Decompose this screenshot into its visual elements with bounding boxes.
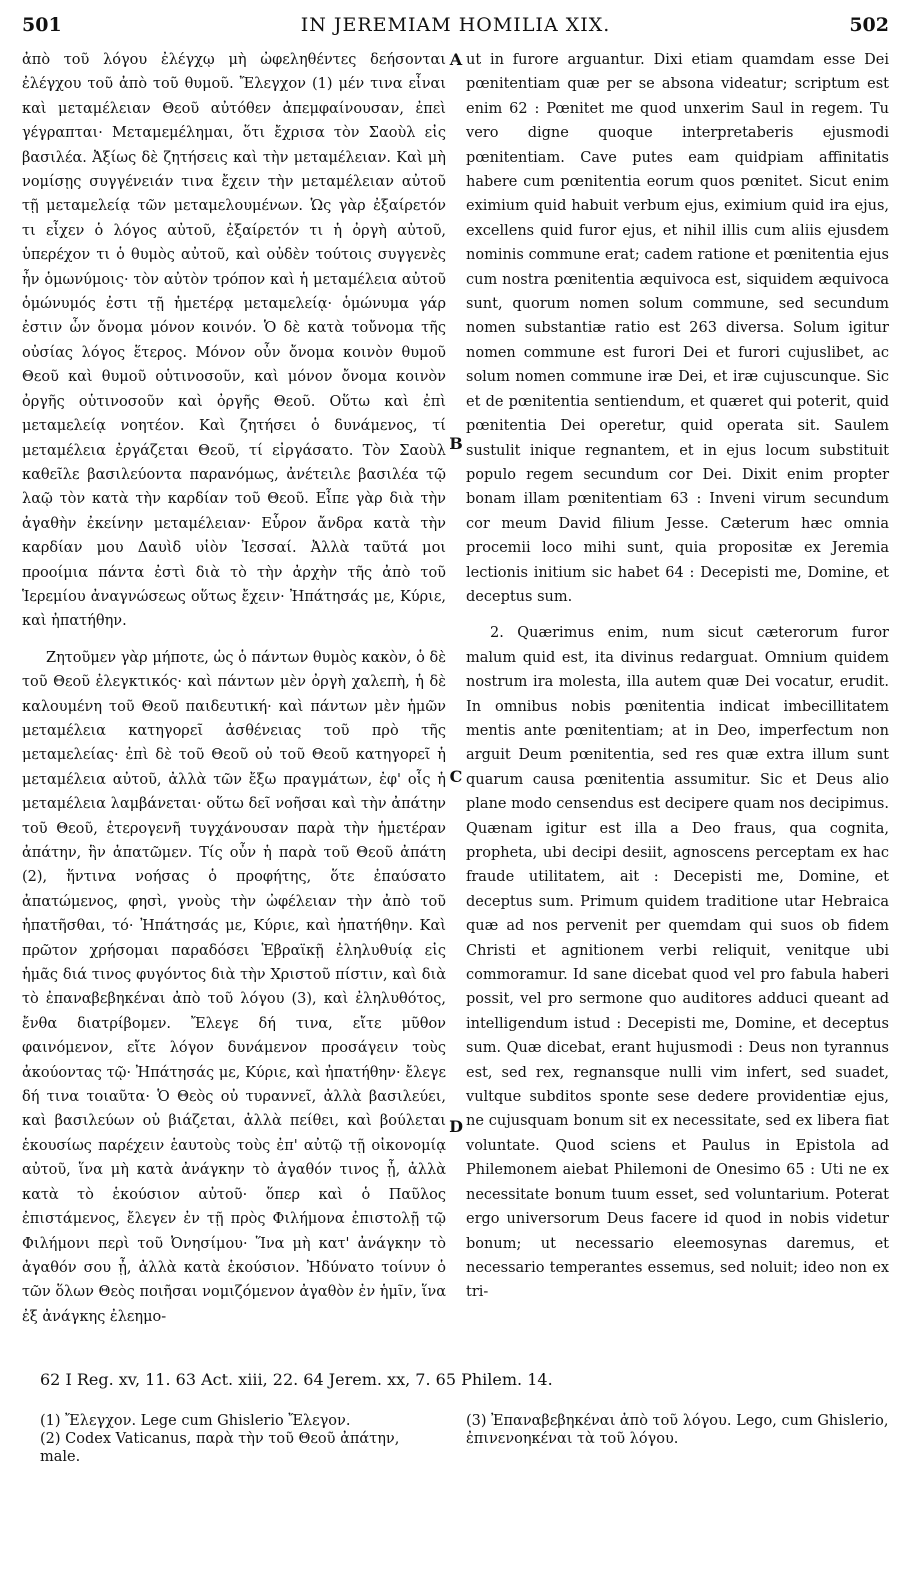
- latin-paragraph: 2. Quærimus enim, num sicut cæterorum furor malum quid est, ita divinus redarguat. Omnium quidem nostrum ira molesta, illa autem quæ Dei vocatur, erudit. In omnibus nobis pœnitentia indicat imbecillitatem mentis ante pœnitentiam; at in Deo, imperfectum non arguit Deum pœnitentia, sed res quæ extra illum sunt quarum causa pœnitentia assumitur. Sic et Deus alio plane modo censendus est decipere quam nos decipimus. Quænam igitur est illa a Deo fraus, qua cognita, propheta, ubi decipi desiit, agnoscens perceptam ex hac fraude utilitatem, ait : Decepisti me, Domine, et deceptus sum. Primum quidem traditione utar Hebraica quæ ad nos pervenit per quemdam qui suos ob fidem Christi et agnitionem verbi reliquit, venitque ubi commoramur. Id sane dicebat quod vel pro fabula haberi possit, vel pro sermone quo auditores adduci queant ad intelligendum istud : Decepisti me, Domine, et deceptus sum. Quæ dicebat, erant hujusmodi : Deus non tyrannus est, sed rex, regnansque nulli vim infert, sed suadet, vultque subditos sponte sese dedere providentiæ ejus, ne cujusquam bonum sit ex necessitate, sed ex libera fiat voluntate. Quod sciens et Paulus in Epistola ad Philemonem aiebat Philemoni de Onesimo 65 : Uti ne ex necessitate bonum tuum esset, sed voluntarium. Poterat ergo universorum Deus facere id quod in nobis videtur bonum; ut necessario eleemosynas daremus, et necessario temperantes essemus, sed noluit; ideo non ex tri-: [466, 625, 889, 1301]
- critical-notes-right: [466, 1412, 889, 1448]
- running-title: IN JEREMIAM HOMILIA XIX.: [300, 14, 611, 36]
- margin-letter-b: B: [449, 434, 463, 453]
- scripture-footnotes: 62 I Reg. xv, 11. 63 Act. xiii, 22. 64 Jerem. xx, 7. 65 Philem. 14.: [40, 1370, 553, 1389]
- greek-column: [22, 48, 446, 1329]
- margin-letter-c: C: [449, 767, 463, 786]
- critical-notes-left: [40, 1412, 440, 1466]
- running-header: [22, 14, 889, 44]
- critical-note: (2) Codex Vaticanus, παρὰ τὴν τοῦ Θεοῦ ἀπάτην, male.: [40, 1431, 400, 1465]
- greek-paragraph: Ζητοῦμεν γὰρ μήποτε, ὡς ὁ πάντων θυμὸς κακὸν, ὁ δὲ τοῦ Θεοῦ ἐλεγκτικός· καὶ πάντων μὲν ὀργὴ χαλεπὴ, ἡ δὲ καλουμένη τοῦ Θεοῦ παιδευτική· καὶ πάντων μὲν ἡμῶν μεταμέλεια κατηγορεῖ ἀσθένειας τοῦ πρὸ τῆς μεταμελείας· ἐπὶ δὲ τοῦ Θεοῦ οὐ τοῦ Θεοῦ κατηγορεῖ ἡ μεταμέλεια αὐτοῦ, ἀλλὰ τῶν ἔξω πραγμάτων, ἐφ' οἷς ἡ μεταμέλεια λαμβάνεται· οὕτω δεῖ νοῆσαι καὶ τὴν ἀπάτην τοῦ Θεοῦ, ἑτερογενῆ τυγχάνουσαν παρὰ τὴν ἡμετέραν ἀπάτην, ἣν ἀπατῶμεν. Τίς οὖν ἡ παρὰ τοῦ Θεοῦ ἀπάτη (2), ἥντινα νοήσας ὁ προφήτης, ὅτε ἐπαύσατο ἀπατώμενος, φησὶ, γνοὺς τὴν ὠφέλειαν τὴν ἀπὸ τοῦ ἠπατῆσθαι, τό· Ἠπάτησάς με, Κύριε, καὶ ἠπατήθην. Καὶ πρῶτον χρήσομαι παραδόσει Ἑβραϊκῇ ἐληλυθυίᾳ εἰς ἡμᾶς διά τινος φυγόντος διὰ τὴν Χριστοῦ πίστιν, καὶ διὰ τὸ ἐπαναβεβηκέναι ἀπὸ τοῦ λόγου (3), καὶ ἐληλυθότος, ἔνθα διατρίβομεν. Ἔλεγε δή τινα, εἴτε μῦθον φαινόμενον, εἴτε λόγον δυνάμενον προσάγειν τοὺς ἀκούοντας τῷ· Ἠπάτησάς με, Κύριε, καὶ ἠπατήθην· ἔλεγε δή τινα τοιαῦτα· Ὁ Θεὸς οὐ τυραννεῖ, ἀλλὰ βασιλεύει, καὶ βασιλεύων οὐ βιάζεται, ἀλλὰ πείθει, καὶ βούλεται ἑκουσίως παρέχειν ἑαυτοὺς τοὺς ἐπ' αὐτῷ τῇ οἰκονομίᾳ αὐτοῦ, ἵνα μὴ κατὰ ἀνάγκην τὸ ἀγαθόν τινος ᾖ, ἀλλὰ κατὰ τὸ ἑκούσιον αὐτοῦ· ὅπερ καὶ ὁ Παῦλος ἐπιστάμενος, ἔλεγεν ἐν τῇ πρὸς Φιλήμονα ἐπιστολῇ τῷ Φιλήμονι περὶ τοῦ Ὀνησίμου· Ἵνα μὴ κατ' ἀνάγκην τὸ ἀγαθόν σου ᾖ, ἀλλὰ κατὰ ἑκούσιον. Ἠδύνατο τοίνυν ὁ τῶν ὅλων Θεὸς ποιῆσαι νομιζόμενον ἀγαθὸν ἐν ἡμῖν, ἵνα ἐξ ἀνάγκης ἐλεημο-: [22, 649, 446, 1325]
- margin-letter-a: A: [449, 50, 463, 69]
- latin-paragraph: ut in furore arguantur. Dixi etiam quamdam esse Dei pœnitentiam quæ per se absona videatur; scriptum est enim 62 : Pœnitet me quod unxerim Saul in regem. Tu vero digne quoque interpretaberis ejusmodi pœnitentiam. Cave putes eam quidpiam affinitatis habere cum pœnitentia eorum quos pœnitet. Sicut enim eximium quid habuit verbum ejus, eximium quid ira ejus, excellens quid furor ejus, et nihil illis cum aliis ejusdem nominis commune erat; cadem ratione et pœnitentia ejus cum nostra pœnitentia æquivoca est, siquidem æquivoca sunt, quorum nomen solum commune, sed secundum nomen substantiæ ratio est 263 diversa. Solum igitur nomen commune est furori Dei et furori cujuslibet, ac solum nomen commune iræ Dei, et iræ cujuscunque. Sic et de pœnitentia sentiendum, et quæret qui poterit, quid pœnitentia Dei operetur, quid operata sit. Saulem sustulit inique regnantem, et in ejus locum substituit populo regem secundum cor Dei. Dixit enim propter bonam illam pœnitentiam 63 : Inveni virum secundum cor meum David filium Jesse. Cæterum hæc omnia procemii loco mihi sunt, quia propositæ ex Jeremia lectionis initium sic habet 64 : Decepisti me, Domine, et deceptus sum.: [466, 52, 889, 605]
- page-number-left: 501: [22, 14, 62, 36]
- margin-letter-d: D: [449, 1117, 463, 1136]
- critical-note: (1) Ἔλεγχον. Lege cum Ghislerio Ἔλεγον.: [40, 1413, 351, 1429]
- greek-paragraph: ἀπὸ τοῦ λόγου ἐλέγχῳ μὴ ὠφεληθέντες δεήσονται ἐλέγχου τοῦ ἀπὸ τοῦ θυμοῦ. Ἔλεγχον (1) μέν τινα εἶναι καὶ μεταμέλειαν Θεοῦ αὐτόθεν ἀπεμφαίνουσαν, ἐπεὶ γέγραπται· Μεταμεμέλημαι, ὅτι ἔχρισα τὸν Σαοὺλ εἰς βασιλέα. Ἀξίως δὲ ζητήσεις καὶ τὴν μεταμέλειαν. Καὶ μὴ νομίσῃς συγγένειάν τινα ἔχειν τὴν μεταμέλειαν αὐτοῦ τῇ μεταμελείᾳ τῶν μεταμελουμένων. Ὡς γὰρ ἐξαίρετόν τι εἶχεν ὁ λόγος αὐτοῦ, ἐξαίρετόν τι ἡ ὀργὴ αὐτοῦ, ὑπερέχον τι ὁ θυμὸς αὐτοῦ, καὶ οὐδὲν τούτοις συγγενὲς ἦν ὁμωνύμοις· τὸν αὐτὸν τρόπον καὶ ἡ μεταμέλεια αὐτοῦ ὁμώνυμός ἐστι τῇ ἡμετέρᾳ μεταμελείᾳ· ὁμώνυμα γάρ ἐστιν ὧν ὄνομα μόνον κοινόν. Ὁ δὲ κατὰ τοὔνομα τῆς οὐσίας λόγος ἕτερος. Μόνον οὖν ὄνομα κοινὸν θυμοῦ Θεοῦ καὶ θυμοῦ οὑτινοσοῦν, καὶ μόνον ὄνομα κοινὸν ὀργῆς οὑτινοσοῦν καὶ ὀργῆς Θεοῦ. Οὕτω καὶ ἐπὶ μεταμελείᾳ νοητέον. Καὶ ζητήσει ὁ δυνάμενος, τί μεταμέλεια ἐργάζεται Θεοῦ, τί εἰργάσατο. Τὸν Σαοὺλ καθεῖλε βασιλεύοντα παρανόμως, ἀνέτειλε βασιλέα τῷ λαῷ τὸν κατὰ τὴν καρδίαν τοῦ Θεοῦ. Εἶπε γὰρ διὰ τὴν ἀγαθὴν ἐκείνην μεταμέλειαν· Εὗρον ἄνδρα κατὰ τὴν καρδίαν μου Δαυὶδ υἱὸν Ἰεσσαί. Ἀλλὰ ταῦτά μοι προοίμια πάντα ἐστὶ διὰ τὸ τὴν ἀρχὴν τῆς ἀπὸ τοῦ Ἱερεμίου ἀναγνώσεως οὕτως ἔχειν· Ἠπάτησάς με, Κύριε, καὶ ἠπατήθην.: [22, 52, 446, 630]
- critical-note: (3) Ἐπαναβεβηκέναι ἀπὸ τοῦ λόγου. Lego, cum Ghislerio, ἐπινενοηκέναι τὰ τοῦ λόγου.: [466, 1413, 889, 1447]
- latin-column: [466, 48, 889, 1305]
- page-number-right: 502: [849, 14, 889, 36]
